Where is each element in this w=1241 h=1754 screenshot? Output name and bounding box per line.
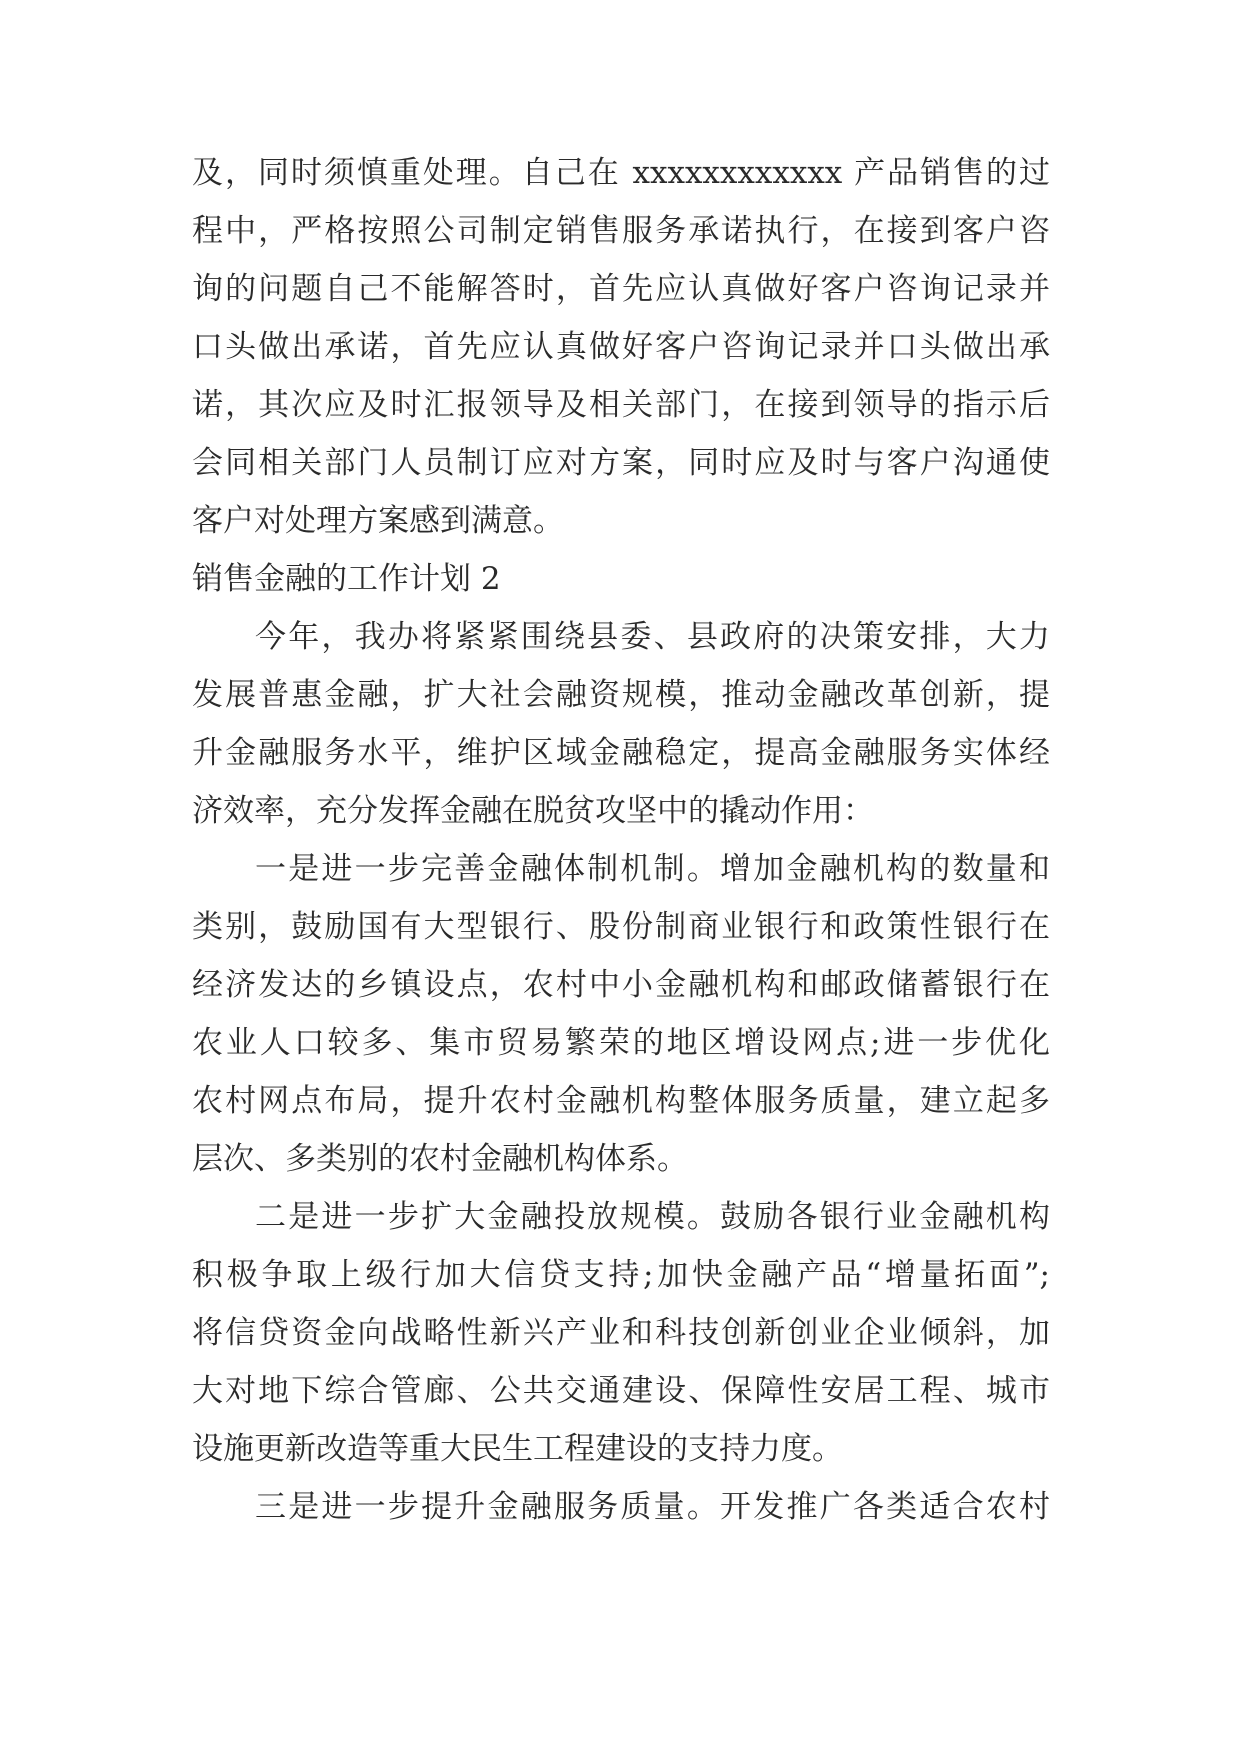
paragraph-line: 会同相关部门人员制订应对方案，同时应及时与客户沟通使: [192, 445, 1050, 481]
paragraph-line: 一是进一步完善金融体制机制。增加金融机构的数量和: [255, 851, 1050, 887]
paragraph-line: 类别，鼓励国有大型银行、股份制商业银行和政策性银行在: [192, 909, 1050, 945]
paragraph-line: 询的问题自己不能解答时，首先应认真做好客户咨询记录并: [192, 271, 1050, 307]
paragraph-line: 将信贷资金向战略性新兴产业和科技创新创业企业倾斜，加: [192, 1315, 1050, 1351]
paragraph-line: 层次、多类别的农村金融机构体系。: [192, 1141, 688, 1177]
paragraph-line: 积极争取上级行加大信贷支持;加快金融产品“增量拓面”;: [192, 1257, 1050, 1293]
paragraph-line: 诺，其次应及时汇报领导及相关部门，在接到领导的指示后: [192, 387, 1050, 423]
paragraph-line: 二是进一步扩大金融投放规模。鼓励各银行业金融机构: [255, 1199, 1050, 1235]
paragraph-line: 大对地下综合管廊、公共交通建设、保障性安居工程、城市: [192, 1373, 1050, 1409]
paragraph-line: 设施更新改造等重大民生工程建设的支持力度。: [192, 1431, 843, 1467]
paragraph-line: 经济发达的乡镇设点，农村中小金融机构和邮政储蓄银行在: [192, 967, 1050, 1003]
paragraph-line: 济效率，充分发挥金融在脱贫攻坚中的撬动作用：: [192, 793, 874, 829]
paragraph-line: 程中，严格按照公司制定销售服务承诺执行，在接到客户咨: [192, 213, 1050, 249]
paragraph-line: 三是进一步提升金融服务质量。开发推广各类适合农村: [255, 1489, 1050, 1525]
paragraph-line: 农业人口较多、集市贸易繁荣的地区增设网点;进一步优化: [192, 1025, 1050, 1061]
paragraph-line: 口头做出承诺，首先应认真做好客户咨询记录并口头做出承: [192, 329, 1050, 365]
paragraph-line: 发展普惠金融，扩大社会融资规模，推动金融改革创新，提: [192, 677, 1050, 713]
paragraph-line: 客户对处理方案感到满意。: [192, 503, 564, 539]
paragraph-line: 农村网点布局，提升农村金融机构整体服务质量，建立起多: [192, 1083, 1050, 1119]
paragraph-line: 今年，我办将紧紧围绕县委、县政府的决策安排，大力: [255, 619, 1050, 655]
paragraph-line: 升金融服务水平，维护区域金融稳定，提高金融服务实体经: [192, 735, 1050, 771]
section-heading: 销售金融的工作计划 2: [192, 561, 501, 597]
paragraph-line: 及，同时须慎重处理。自己在 xxxxxxxxxxxx 产品销售的过: [192, 155, 1050, 191]
